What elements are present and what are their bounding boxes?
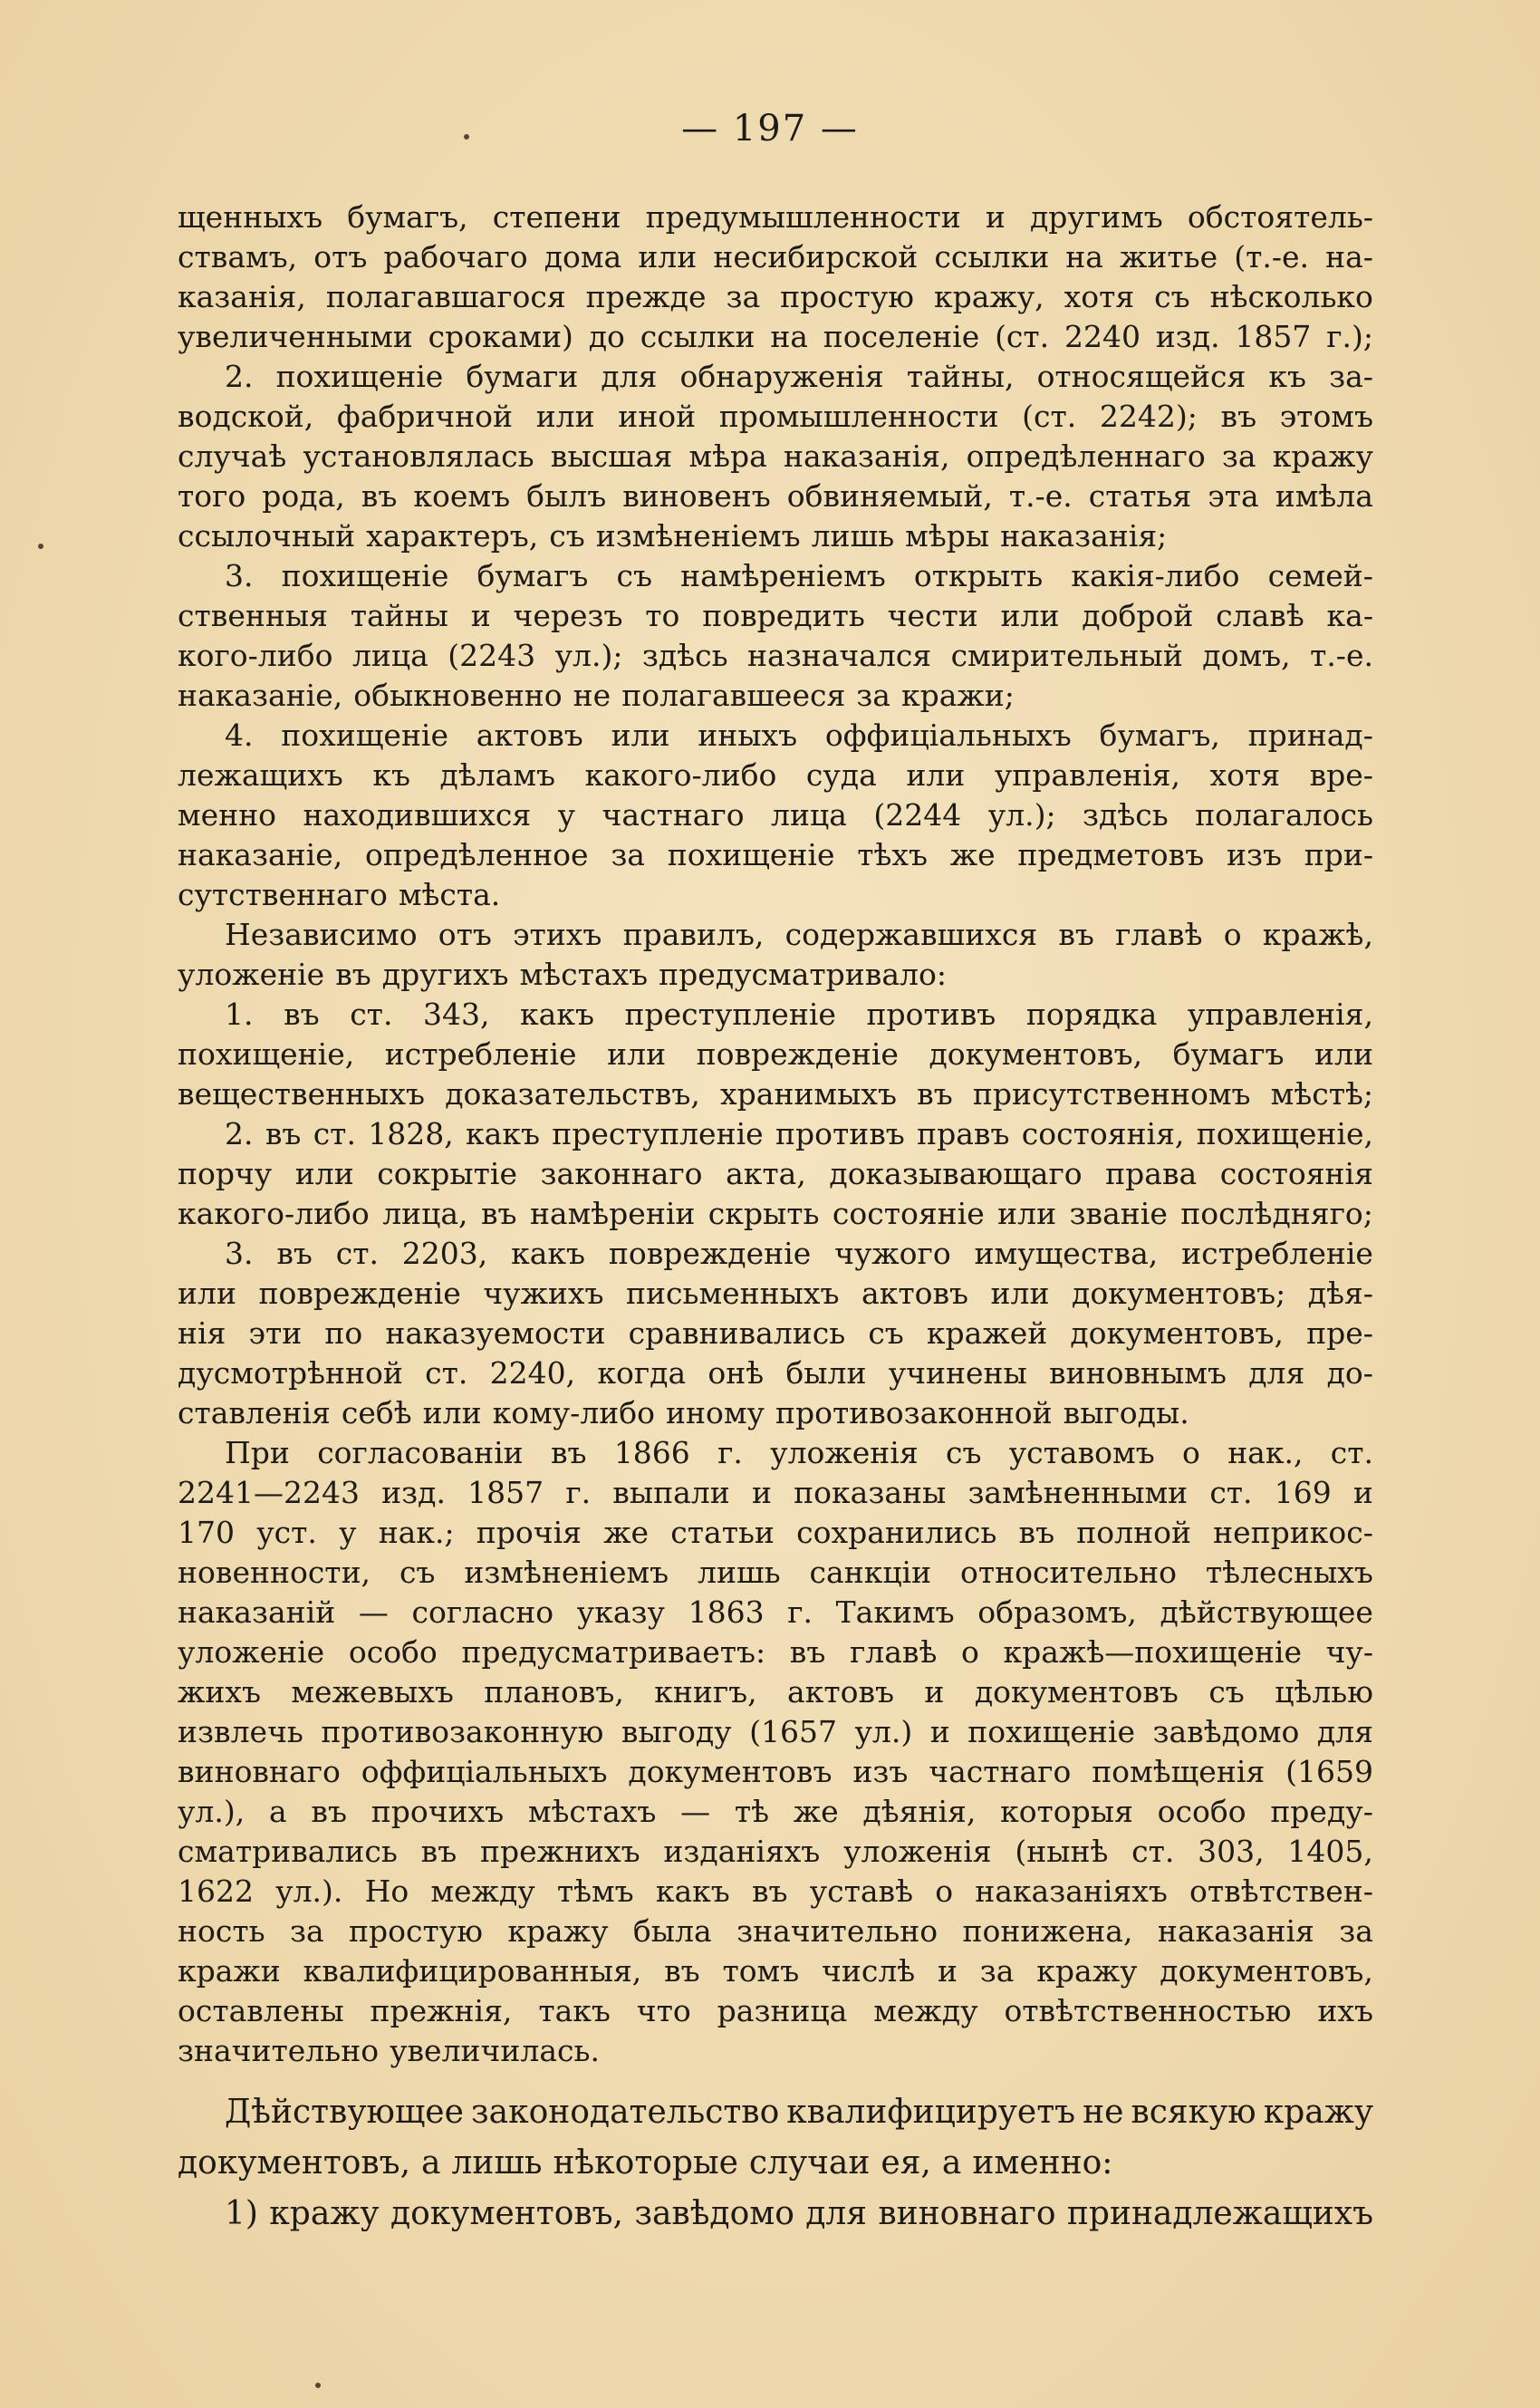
text-line: Независимо отъ этихъ правилъ, содержавшихся въ главѣ о кражѣ, — [225, 917, 1373, 952]
text-line: щенныхъ бумагъ, степени предумышленности и другимъ обстоятель- — [178, 199, 1373, 235]
text-line: новенности, съ измѣненіемъ лишь санкціи относительно тѣлесныхъ — [178, 1555, 1373, 1590]
text-line: 2241—2243 изд. 1857 г. выпали и показаны замѣненными ст. 169 и — [178, 1475, 1373, 1510]
text-line: извлечь противозаконную выгоду (1657 ул.) и похищеніе завѣдомо для — [178, 1714, 1373, 1749]
text-line: сматривались въ прежнихъ изданіяхъ уложенія (нынѣ ст. 303, 1405, — [178, 1834, 1373, 1869]
text-line: жихъ межевыхъ плановъ, книгъ, актовъ и документовъ съ цѣлью — [178, 1674, 1373, 1710]
text-line: 1. въ ст. 343, какъ преступленіе противъ порядка управленія, — [225, 997, 1373, 1032]
text-line: водской, фабричной или иной промышленности (ст. 2242); въ этомъ — [178, 399, 1373, 434]
text-line: виновнаго оффиціальныхъ документовъ изъ частнаго помѣщенія (1659 — [178, 1754, 1373, 1789]
text-line: дусмотрѣнной ст. 2240, когда онѣ были учинены виновнымъ для до- — [178, 1355, 1373, 1391]
text-line: того рода, въ коемъ былъ виновенъ обвиняемый, т.-е. статья эта имѣла — [178, 478, 1373, 514]
text-line: ность за простую кражу была значительно понижена, наказанія за — [178, 1913, 1373, 1949]
text-line: ствамъ, отъ рабочаго дома или несибирской ссылки на житье (т.-е. на- — [178, 239, 1373, 275]
body-text — [178, 197, 1373, 2239]
text-line: 3. похищеніе бумагъ съ намѣреніемъ открыть какія-либо семей- — [225, 558, 1373, 593]
text-line: кого-либо лица (2243 ул.); здѣсь назначался смирительный домъ, т.-е. — [178, 638, 1373, 673]
text-line: уложеніе особо предусматриваетъ: въ главѣ о кражѣ—похищеніе чу- — [178, 1634, 1373, 1670]
text-line: уложеніе въ другихъ мѣстахъ предусматривало: — [178, 957, 947, 992]
text-line: лежащихъ къ дѣламъ какого-либо суда или управленія, хотя вре- — [178, 757, 1373, 793]
text-line: 1) кражу документовъ, завѣдомо для виновнаго принадлежащихъ — [225, 2195, 1373, 2232]
text-line: 4. похищеніе актовъ или иныхъ оффиціальныхъ бумагъ, принад- — [225, 718, 1373, 753]
text-line: менно находившихся у частнаго лица (2244 ул.); здѣсь полагалось — [178, 797, 1373, 833]
text-line: казанія, полагавшагося прежде за простую кражу, хотя съ нѣсколько — [178, 279, 1373, 314]
text-line: ул.), а въ прочихъ мѣстахъ — тѣ же дѣянія, которыя особо преду- — [178, 1794, 1373, 1829]
text-line: 2. похищеніе бумаги для обнаруженія тайны, относящейся къ за- — [225, 359, 1373, 394]
text-line: документовъ, а лишь нѣкоторые случаи ея, а именно: — [178, 2144, 1113, 2182]
text-line: или поврежденіе чужихъ письменныхъ актовъ или документовъ; дѣя- — [178, 1276, 1373, 1311]
text-line: кражи квалифицированныя, въ томъ числѣ и за кражу документовъ, — [178, 1953, 1373, 1989]
text-line: При согласованіи въ 1866 г. уложенія съ уставомъ о нак., ст. — [225, 1435, 1373, 1470]
text-line: ставленія себѣ или кому-либо иному противозаконной выгоды. — [178, 1395, 1189, 1430]
text-line: ственныя тайны и черезъ то повредить чести или доброй славѣ ка- — [178, 598, 1373, 633]
text-line: Дѣйствующее законодательство квалифицируетъ не всякую кражу — [225, 2094, 1373, 2131]
text-line: 1622 ул.). Но между тѣмъ какъ въ уставѣ о наказаніяхъ отвѣтствен- — [178, 1873, 1373, 1909]
page-number: — 197 — — [681, 108, 859, 149]
text-line: наказаніе, обыкновенно не полагавшееся за кражи; — [178, 678, 1015, 713]
text-line: похищеніе, истребленіе или поврежденіе документовъ, бумагъ или — [178, 1036, 1373, 1072]
paragraph-gap — [178, 2071, 1373, 2087]
ink-speck — [464, 134, 469, 140]
text-line: наказаніе, опредѣленное за похищеніе тѣхъ же предметовъ изъ при- — [178, 837, 1373, 872]
text-line: вещественныхъ доказательствъ, хранимыхъ въ присутственномъ мѣстѣ; — [178, 1076, 1373, 1112]
text-line: сутственнаго мѣста. — [178, 877, 501, 912]
text-line: увеличенными сроками) до ссылки на поселеніе (ст. 2240 изд. 1857 г.); — [178, 319, 1373, 354]
text-line: ссылочный характеръ, съ измѣненіемъ лишь мѣры наказанія; — [178, 518, 1168, 554]
text-line: 170 уст. у нак.; прочія же статьи сохранились въ полной неприкос- — [178, 1515, 1373, 1550]
text-line: какого-либо лица, въ намѣреніи скрыть состояніе или званіе послѣдняго; — [178, 1196, 1373, 1231]
ink-speck — [315, 2383, 321, 2388]
text-line: оставлены прежнія, такъ что разница между отвѣтственностью ихъ — [178, 1993, 1373, 2028]
text-line: значительно увеличилась. — [178, 2033, 600, 2068]
ink-speck — [38, 544, 43, 549]
text-line: случаѣ установлялась высшая мѣра наказанія, опредѣленнаго за кражу — [178, 438, 1373, 474]
text-line: нія эти по наказуемости сравнивались съ кражей документовъ, пре- — [178, 1315, 1373, 1351]
text-line: 3. въ ст. 2203, какъ поврежденіе чужого имущества, истребленіе — [225, 1236, 1373, 1271]
text-line: порчу или сокрытіе законнаго акта, доказывающаго права состоянія — [178, 1156, 1373, 1191]
text-line: 2. въ ст. 1828, какъ преступленіе противъ правъ состоянія, похищеніе, — [225, 1116, 1373, 1151]
text-line: наказаній — согласно указу 1863 г. Такимъ образомъ, дѣйствующее — [178, 1594, 1373, 1630]
